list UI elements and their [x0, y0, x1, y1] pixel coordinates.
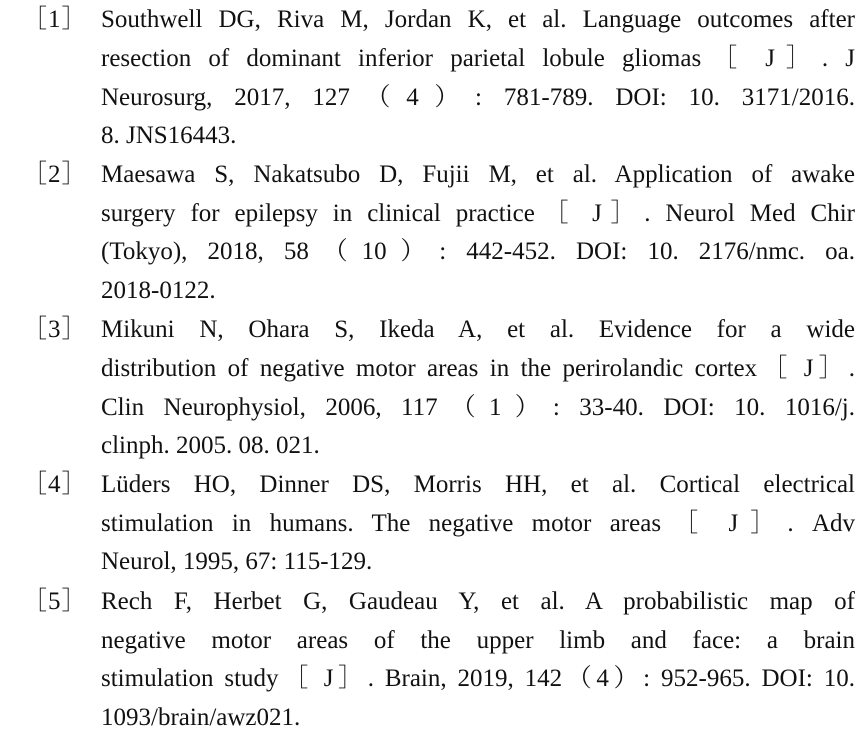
- reference-number: ［5］: [22, 588, 88, 615]
- reference-entry-1: [0, 0, 863, 155]
- reference-line: Maesawa S, Nakatsubo D, Fujii M, et al. Application of awake: [101, 161, 855, 188]
- reference-entry-3: [0, 310, 863, 465]
- reference-line: distribution of negative motor areas in the perirolandic cortex［ J］.: [101, 355, 855, 382]
- reference-line: (Tokyo), 2018, 58（10）: 442-452. DOI: 10. 2176/nmc. oa.: [101, 238, 855, 265]
- reference-line: Clin Neurophysiol, 2006, 117（1）: 33-40. DOI: 10. 1016/j.: [101, 394, 855, 421]
- reference-entry-4: [0, 465, 863, 582]
- reference-line: Neurosurg, 2017, 127（4）: 781-789. DOI: 10. 3171/2016.: [101, 84, 855, 111]
- reference-line: surgery for epilepsy in clinical practice［ J］. Neurol Med Chir: [101, 200, 855, 227]
- reference-number: ［4］: [22, 471, 88, 498]
- reference-line: 8. JNS16443.: [101, 122, 237, 149]
- reference-line: 1093/brain/awz021.: [101, 704, 301, 731]
- reference-line: Neurol, 1995, 67: 115-129.: [101, 548, 373, 575]
- reference-number: ［1］: [22, 6, 88, 33]
- reference-line: resection of dominant inferior parietal lobule gliomas［ J］. J: [101, 45, 855, 72]
- reference-line: 2018-0122.: [101, 277, 216, 304]
- reference-line: Rech F, Herbet G, Gaudeau Y, et al. A probabilistic map of: [101, 588, 855, 615]
- reference-line: negative motor areas of the upper limb and face: a brain: [101, 627, 855, 654]
- reference-line: clinph. 2005. 08. 021.: [101, 432, 320, 459]
- reference-entry-2: [0, 155, 863, 310]
- reference-line: stimulation study［ J］. Brain, 2019, 142（4）: 952-965. DOI: 10.: [101, 665, 855, 692]
- reference-line: Mikuni N, Ohara S, Ikeda A, et al. Evidence for a wide: [101, 316, 855, 343]
- reference-line: Southwell DG, Riva M, Jordan K, et al. Language outcomes after: [101, 6, 855, 33]
- reference-entry-5: [0, 582, 863, 729]
- reference-line: stimulation in humans. The negative motor areas［ J］. Adv: [101, 510, 855, 537]
- reference-number: ［3］: [22, 316, 88, 343]
- reference-line: Lüders HO, Dinner DS, Morris HH, et al. Cortical electrical: [101, 471, 855, 498]
- reference-number: ［2］: [22, 161, 88, 188]
